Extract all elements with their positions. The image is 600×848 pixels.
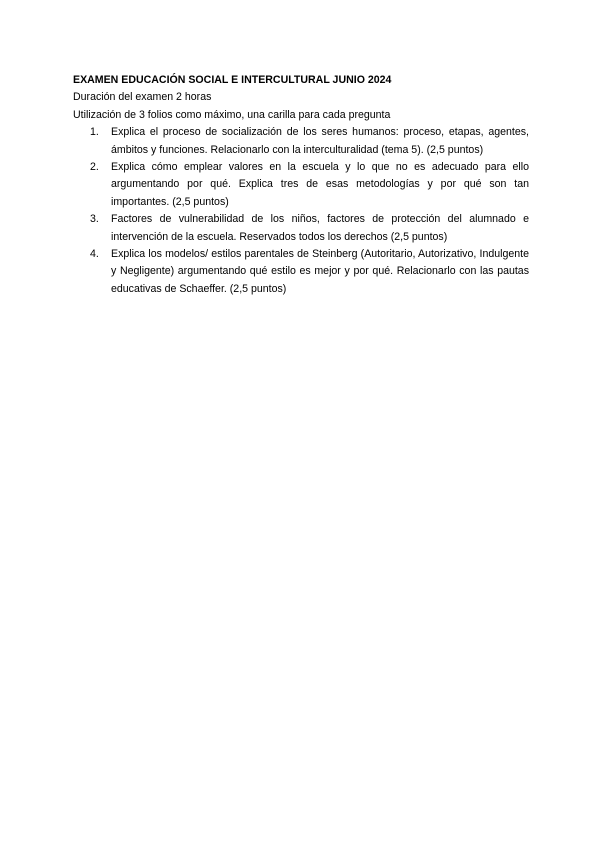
question-number: 3. [90,213,99,226]
exam-title: EXAMEN EDUCACIÓN SOCIAL E INTERCULTURAL JUNIO 2024 [73,74,392,86]
question-item [73,211,529,246]
question-list [73,124,529,298]
question-number: 2. [90,161,99,174]
question-item [73,124,529,159]
question-text: Explica el proceso de socialización de los seres humanos: proceso, etapas, agentes, ámbitos y funciones. Relacionarlo con la interculturalidad (tema 5). (2,5 puntos) [111,126,529,156]
question-text: Explica los modelos/ estilos parentales de Steinberg (Autoritario, Autorizativo, Indulgente y Negligente) argumentando qué estilo es mejor y por qué. Relacionarlo con las pautas educativas de Schaeffer. (2,5 puntos) [111,248,529,295]
document-content [73,72,529,298]
question-text: Factores de vulnerabilidad de los niños, factores de protección del alumnado e intervención de la escuela. Reservados todos los derechos (2,5 puntos) [111,213,529,243]
question-number: 4. [90,248,99,261]
exam-duration: Duración del examen 2 horas [73,91,212,104]
question-item [73,159,529,211]
question-text: Explica cómo emplear valores en la escuela y lo que no es adecuado para ello argumentando por qué. Explica tres de esas metodologías y por qué son tan importantes. (2,5 puntos) [111,161,529,208]
question-item [73,246,529,298]
question-number: 1. [90,126,99,139]
exam-instructions: Utilización de 3 folios como máximo, una carilla para cada pregunta [73,108,391,121]
